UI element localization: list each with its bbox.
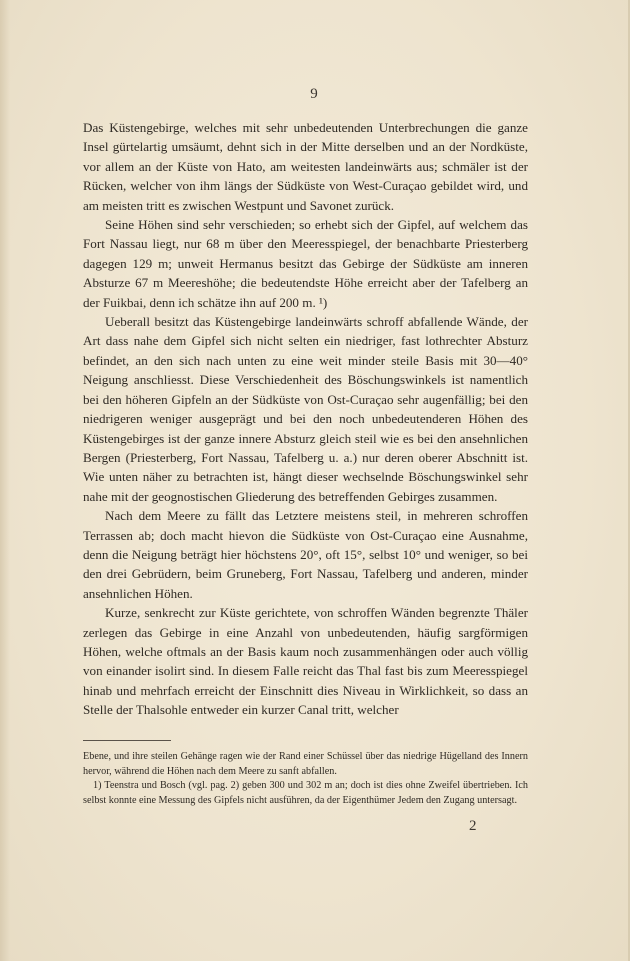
footnotes xyxy=(83,750,528,808)
footnote-continuation: Ebene, und ihre steilen Gehänge ragen wie der Rand einer Schüssel über das niedrige Hügelland des Innern hervor, während die Höhen nach dem Meere zu sanft abfallen. xyxy=(83,751,528,777)
paragraph: Ueberall besitzt das Küstengebirge landeinwärts schroff abfallende Wände, der Art dass nahe dem Gipfel sich nicht selten ein niedriger, fast lothrechter Absturz befindet, an den sich nach unten zu eine weit minder steile Basis mit 30—40° Neigung anschliesst. Diese Verschiedenheit des Böschungswinkels ist namentlich bei den höheren Gipfeln an der Südküste von Ost-Curaçao sehr augenfällig; bei den niedrigeren weniger ausgeprägt und bei den noch unbedeutenderen Höhen des Küstengebirges ist der ganze innere Absturz gleich steil wie es bei den ansehnlichen Bergen (Priesterberg, Fort Nassau, Tafelberg u. a.) nur deren oberer Abschnitt ist. Wie unten näher zu betrachten ist, hängt dieser wechselnde Böschungswinkel sehr nahe mit der geognostischen Gliederung des betreffenden Gebirges zusammen. xyxy=(83,314,528,504)
signature-mark: 2 xyxy=(469,818,477,834)
paragraph: Nach dem Meere zu fällt das Letztere meistens steil, in mehreren schroffen Terrassen ab; doch macht hievon die Südküste von Ost-Curaçao eine Ausnahme, denn die Neigung beträgt hier höchstens 20°, oft 15°, selbst 10° und weniger, so bei den drei Gebrüdern, beim Gruneberg, Fort Nassau, Tafelberg und anderen, minder ansehnlichen Höhen. xyxy=(83,508,528,601)
footnote: 1) Teenstra und Bosch (vgl. pag. 2) geben 300 und 302 m an; doch ist dies ohne Zweifel übertrieben. Ich selbst konnte eine Messung des Gipfels nicht ausführen, da der Eigenthümer Jedem den Zugang untersagt. xyxy=(83,780,528,806)
binding-shadow xyxy=(0,0,10,961)
page-number: 9 xyxy=(310,86,318,102)
paragraph: Das Küstengebirge, welches mit sehr unbedeutenden Unterbrechungen die ganze Insel gürtelartig umsäumt, dehnt sich in der Mitte derselben und an der Nordküste, vor allem an der Küste von Hato, am weitesten landeinwärts aus; schmäler ist der Rücken, welcher von ihm längs der Südküste von West-Curaçao gebildet wird, und am meisten tritt es zwischen Westpunt und Savonet zurück. xyxy=(83,120,528,213)
footnote-separator xyxy=(83,740,171,741)
body-text xyxy=(83,118,528,720)
paragraph: Seine Höhen sind sehr verschieden; so erhebt sich der Gipfel, auf welchem das Fort Nassau liegt, nur 68 m über den Meeresspiegel, der benachbarte Priesterberg dagegen 129 m; unweit Hermanus besitzt das Gebirge der Südküste am inneren Absturze 67 m Meereshöhe; die bedeutendste Höhe erreicht aber der Tafelberg an der Fuikbai, denn ich schätze ihn auf 200 m. ¹) xyxy=(83,217,528,310)
paragraph: Kurze, senkrecht zur Küste gerichtete, von schroffen Wänden begrenzte Thäler zerlegen das Gebirge in eine Anzahl von unbedeutenden, häufig sargförmigen Höhen, welche oftmals an der Basis kaum noch zusammenhängen oder auch völlig von einander isolirt sind. In diesem Falle reicht das Thal fast bis zum Meeresspiegel hinab und mehrfach erreicht der Einschnitt dies Niveau in Wirklichkeit, so dass an Stelle der Thalsohle entweder ein kurzer Canal tritt, welcher xyxy=(83,605,528,718)
